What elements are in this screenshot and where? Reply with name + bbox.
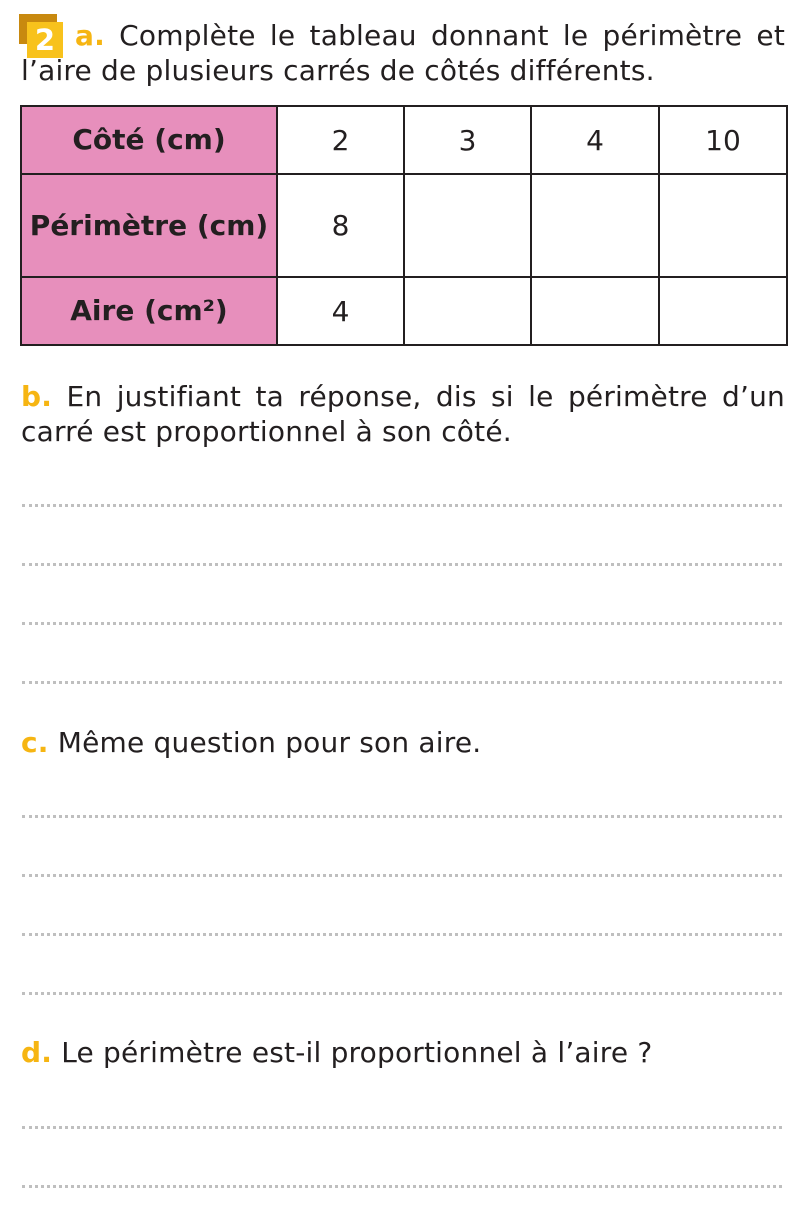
answer-cell[interactable] (404, 174, 531, 277)
question-c (21, 725, 785, 760)
question-a (21, 18, 785, 88)
question-d-text: Le périmètre est-il proportionnel à l’aire ? (61, 1036, 653, 1069)
table-cell: 8 (277, 174, 404, 277)
answer-line[interactable] (22, 874, 782, 877)
exercise-number: 2 (27, 22, 63, 58)
answer-cell[interactable] (531, 174, 659, 277)
answer-line[interactable] (22, 504, 782, 507)
table-cell: 10 (659, 106, 787, 174)
table-cell: 4 (531, 106, 659, 174)
table-row-side (21, 106, 787, 174)
answer-cell[interactable] (404, 277, 531, 345)
answer-cell[interactable] (531, 277, 659, 345)
answer-cell[interactable] (659, 174, 787, 277)
question-b (21, 379, 785, 449)
question-c-label: c. (21, 726, 49, 759)
answer-line[interactable] (22, 933, 782, 936)
answer-cell[interactable] (659, 277, 787, 345)
table-cell: 2 (277, 106, 404, 174)
table-row-area (21, 277, 787, 345)
answer-line[interactable] (22, 815, 782, 818)
row-header-side: Côté (cm) (21, 106, 277, 174)
row-header-area: Aire (cm²) (21, 277, 277, 345)
row-header-perimeter: Périmètre (cm) (21, 174, 277, 277)
answer-line[interactable] (22, 992, 782, 995)
perimeter-area-table (20, 105, 788, 346)
answer-line[interactable] (22, 1185, 782, 1188)
question-a-text: Complète le tableau donnant le périmètre et l’aire de plusieurs carrés de côtés différents. (21, 19, 785, 87)
question-d (21, 1035, 785, 1070)
table-row-perimeter (21, 174, 787, 277)
question-d-label: d. (21, 1036, 53, 1069)
question-b-text: En justifiant ta réponse, dis si le périmètre d’un carré est proportionnel à son côté. (21, 380, 785, 448)
answer-line[interactable] (22, 681, 782, 684)
table-cell: 3 (404, 106, 531, 174)
question-a-label: a. (75, 19, 105, 52)
answer-line[interactable] (22, 563, 782, 566)
question-b-label: b. (21, 380, 53, 413)
question-c-text: Même question pour son aire. (57, 726, 482, 759)
table-cell: 4 (277, 277, 404, 345)
answer-line[interactable] (22, 622, 782, 625)
answer-line[interactable] (22, 1126, 782, 1129)
